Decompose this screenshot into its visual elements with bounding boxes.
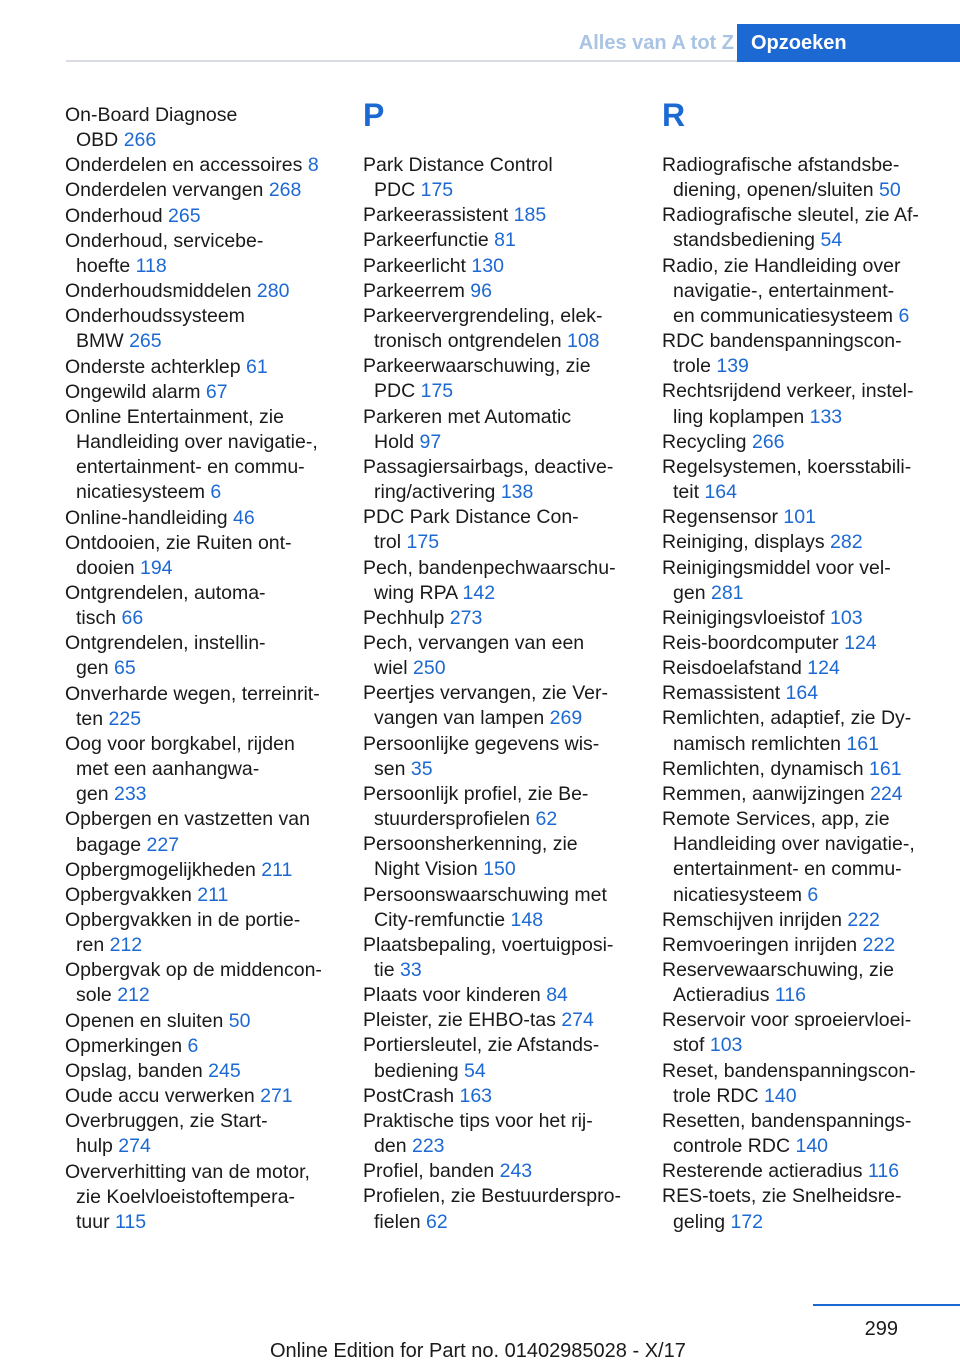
- page-reference-link[interactable]: 172: [730, 1210, 764, 1233]
- index-entry: Opslag, banden 245: [65, 1059, 241, 1082]
- index-entry: Persoonswaarschuwing met City-remfunctie 148: [363, 883, 607, 931]
- page-reference-link[interactable]: 164: [785, 682, 819, 705]
- page-reference-link[interactable]: 139: [716, 355, 749, 378]
- page-reference-link[interactable]: 269: [549, 707, 583, 730]
- index-entry: Online Entertainment, zie Handleiding over navigatie-, entertainment- en commu- nicatiesysteem 6: [65, 405, 318, 504]
- page-reference-link[interactable]: 194: [139, 556, 173, 579]
- index-entry: Persoonlijke gegevens wis- sen 35: [363, 732, 600, 780]
- page-reference-link[interactable]: 8: [307, 154, 319, 177]
- index-entry: Opbergvak op de middencon- sole 212: [65, 959, 322, 1007]
- index-entry: Praktische tips voor het rij- den 223: [363, 1109, 593, 1158]
- index-entry: Onderhoudssysteem BMW 265: [65, 305, 245, 353]
- page-reference-link[interactable]: 54: [464, 1059, 486, 1082]
- index-entry: Onderhoud 265: [65, 204, 201, 227]
- page-reference-link[interactable]: 133: [809, 405, 843, 428]
- page-reference-link[interactable]: 108: [566, 330, 600, 353]
- index-entry: Pech, bandenpechwaarschu- wing RPA 142: [363, 556, 616, 604]
- index-entry: Parkeerwaarschuwing, zie PDC 175: [363, 355, 591, 403]
- index-entry: Reiniging, displays 282: [662, 531, 863, 554]
- page-reference-link[interactable]: 54: [820, 229, 843, 252]
- index-entry: Parkeervergrendeling, elek- tronisch ontgrendelen 108: [363, 304, 603, 353]
- index-entry: Plaats voor kinderen 84: [363, 984, 568, 1007]
- index-entry: Opmerkingen 6: [65, 1034, 199, 1057]
- page-reference-link[interactable]: 281: [710, 581, 744, 604]
- header-tab-opzoeken: Opzoeken: [737, 24, 960, 62]
- page-reference-link[interactable]: 50: [228, 1009, 251, 1032]
- index-letter-heading: P: [363, 97, 385, 133]
- index-entry: Onderdelen vervangen 268: [65, 179, 302, 202]
- index-entry: Parkeerassistent 185: [363, 204, 547, 227]
- page-reference-link[interactable]: 46: [233, 506, 255, 529]
- index-entry: Remlichten, adaptief, zie Dy- namisch remlichten 161: [662, 707, 912, 755]
- page-reference-link[interactable]: 138: [500, 481, 534, 504]
- index-entry: Onderste achterklep 61: [65, 355, 268, 378]
- page-reference-link[interactable]: 282: [830, 531, 863, 554]
- page-reference-link[interactable]: 116: [774, 984, 806, 1007]
- index-entry: Regensensor 101: [662, 506, 816, 529]
- index-entry: Profielen, zie Bestuurderspro- fielen 62: [363, 1185, 621, 1233]
- index-entry: Oververhitting van de motor, zie Koelvloeistoftempera- tuur 115: [65, 1160, 310, 1233]
- index-entry: Onderhoud, servicebe- hoefte 118: [65, 229, 264, 277]
- index-entry: Peertjes vervangen, zie Ver- vangen van lampen 269: [363, 682, 608, 730]
- page-reference-link[interactable]: 245: [208, 1059, 241, 1082]
- page-reference-link[interactable]: 224: [870, 782, 903, 805]
- index-entry: Opbergvakken 211: [65, 883, 229, 906]
- index-entry: RES-toets, zie Snelheidsre- geling 172: [662, 1185, 902, 1233]
- index-entry: Reisdoelafstand 124: [662, 657, 840, 680]
- page-reference-link[interactable]: 140: [795, 1135, 829, 1158]
- page-reference-link[interactable]: 101: [783, 506, 816, 529]
- page-reference-link[interactable]: 222: [847, 908, 880, 931]
- index-entry: Portiersleutel, zie Afstands- bediening 54: [363, 1034, 600, 1082]
- page-reference-link[interactable]: 227: [146, 833, 180, 856]
- page-number: 299: [864, 1318, 898, 1340]
- index-entry: Reis-boordcomputer 124: [662, 631, 877, 654]
- index-entry: Opbergmogelijkheden 211: [65, 858, 293, 881]
- page-reference-link[interactable]: 62: [426, 1210, 448, 1233]
- page-reference-link[interactable]: 65: [113, 657, 136, 680]
- index-entry: PostCrash 163: [363, 1084, 493, 1107]
- index-entry: Remlichten, dynamisch 161: [662, 757, 902, 780]
- index-entry: Profiel, banden 243: [363, 1160, 533, 1183]
- index-entry: Radio, zie Handleiding over navigatie-, entertainment- en communicatiesysteem 6: [662, 254, 910, 327]
- index-entry: Reset, bandenspanningscon- trole RDC 140: [662, 1059, 916, 1107]
- page-reference-link[interactable]: 175: [420, 179, 454, 202]
- index-entry: Reservewaarschuwing, zie Actieradius 116: [662, 959, 894, 1007]
- page-reference-link[interactable]: 61: [246, 355, 268, 378]
- index-entry: Pleister, zie EHBO-tas 274: [363, 1009, 594, 1032]
- page-reference-link[interactable]: 265: [168, 204, 201, 227]
- index-entry: Ontdooien, zie Ruiten ont- dooien 194: [65, 531, 292, 579]
- index-column-2: [363, 97, 638, 1235]
- index-entry: Reservoir voor sproeiervloei- stof 103: [662, 1009, 912, 1057]
- page-reference-link[interactable]: 225: [108, 707, 142, 730]
- index-entry: On-Board Diagnose OBD 266: [65, 104, 238, 152]
- index-entry: Overbruggen, zie Start- hulp 274: [65, 1110, 268, 1158]
- page-reference-link[interactable]: 266: [123, 129, 157, 152]
- index-entry: Resterende actieradius 116: [662, 1160, 900, 1183]
- header-section-title: Alles van A tot Z: [578, 32, 734, 54]
- index-entry: Pech, vervangen van een wiel 250: [363, 631, 585, 680]
- page-reference-link[interactable]: 243: [499, 1160, 533, 1183]
- page-reference-link[interactable]: 185: [513, 204, 547, 227]
- page-reference-link[interactable]: 130: [471, 254, 504, 277]
- index-entry: Ontgrendelen, automa- tisch 66: [65, 581, 266, 630]
- page-reference-link[interactable]: 163: [459, 1084, 493, 1107]
- index-entry: Parkeren met Automatic Hold 97: [363, 405, 572, 453]
- page-reference-link[interactable]: 280: [256, 280, 290, 303]
- page-reference-link[interactable]: 66: [121, 607, 144, 630]
- page-reference-link[interactable]: 273: [449, 606, 483, 629]
- index-entry: Opbergvakken in de portie- ren 212: [65, 909, 301, 957]
- index-entry: Passagiersairbags, deactive- ring/activering 138: [363, 455, 614, 504]
- page-reference-link[interactable]: 161: [846, 732, 879, 755]
- page-reference-link[interactable]: 250: [413, 657, 446, 680]
- page-reference-link[interactable]: 211: [261, 858, 293, 881]
- page-reference-link[interactable]: 115: [115, 1210, 147, 1233]
- page-reference-link[interactable]: 6: [807, 883, 819, 906]
- index-entry: Pechhulp 273: [363, 606, 483, 629]
- index-entry: Reinigingsmiddel voor vel- gen 281: [662, 556, 891, 604]
- page-reference-link[interactable]: 233: [113, 783, 147, 806]
- footer-divider: [813, 1304, 960, 1306]
- page-reference-link[interactable]: 124: [844, 631, 877, 654]
- page-reference-link[interactable]: 6: [187, 1034, 199, 1057]
- index-entry: Ongewild alarm 67: [65, 380, 228, 403]
- index-entry: PDC Park Distance Con- trol 175: [363, 506, 579, 554]
- index-entry: Reinigingsvloeistof 103: [662, 606, 863, 629]
- index-entry: Remote Services, app, zie Handleiding over navigatie-, entertainment- en commu- nicatiesysteem 6: [662, 808, 915, 906]
- page-reference-link[interactable]: 140: [764, 1084, 797, 1107]
- page-reference-link[interactable]: 6: [898, 304, 910, 327]
- page-reference-link[interactable]: 62: [535, 808, 558, 831]
- page-reference-link[interactable]: 142: [462, 581, 496, 604]
- page-reference-link[interactable]: 266: [751, 430, 785, 453]
- page-reference-link[interactable]: 103: [830, 606, 863, 629]
- page-reference-link[interactable]: 124: [807, 657, 840, 680]
- index-entry: Persoonsherkenning, zie Night Vision 150: [363, 833, 578, 881]
- index-entry: Onverharde wegen, terreinrit- ten 225: [65, 682, 320, 730]
- page-reference-link[interactable]: 268: [268, 179, 302, 202]
- page-reference-link[interactable]: 161: [869, 757, 902, 780]
- page-reference-link[interactable]: 175: [406, 531, 440, 554]
- page-reference-link[interactable]: 33: [400, 959, 422, 981]
- page-reference-link[interactable]: 116: [867, 1160, 900, 1183]
- page-reference-link[interactable]: 50: [879, 179, 901, 202]
- page-reference-link[interactable]: 35: [410, 757, 433, 780]
- index-entry: Recycling 266: [662, 430, 785, 453]
- page-reference-link[interactable]: 175: [420, 380, 454, 403]
- page-reference-link[interactable]: 81: [494, 229, 516, 252]
- index-entry: Openen en sluiten 50: [65, 1009, 251, 1032]
- index-entry: Onderdelen en accessoires 8: [65, 154, 319, 177]
- index-entry: RDC bandenspanningscon- trole 139: [662, 330, 902, 378]
- index-entry: Remmen, aanwijzingen 224: [662, 782, 903, 805]
- index-entry: Parkeerfunctie 81: [363, 229, 516, 252]
- page-reference-link[interactable]: 150: [483, 858, 516, 881]
- page-reference-link[interactable]: 212: [109, 934, 143, 957]
- page-reference-link[interactable]: 96: [470, 279, 492, 302]
- index-column-1: [65, 103, 340, 1235]
- page-reference-link[interactable]: 67: [205, 380, 228, 403]
- index-entry: Oude accu verwerken 271: [65, 1085, 293, 1108]
- page-reference-link[interactable]: 222: [862, 933, 896, 956]
- page-reference-link[interactable]: 84: [546, 984, 568, 1007]
- page-reference-link[interactable]: 148: [510, 908, 544, 931]
- index-entry: Regelsystemen, koersstabili- teit 164: [662, 455, 912, 504]
- index-entry: Persoonlijk profiel, zie Be- stuurdersprofielen 62: [363, 782, 589, 831]
- index-entry: Park Distance Control PDC 175: [363, 154, 553, 202]
- index-entry: Onderhoudsmiddelen 280: [65, 280, 290, 303]
- page-reference-link[interactable]: 274: [561, 1009, 594, 1032]
- index-entry: Parkeerlicht 130: [363, 254, 504, 277]
- index-entry: Radiografische sleutel, zie Af- standsbediening 54: [662, 204, 919, 252]
- page-reference-link[interactable]: 211: [197, 883, 229, 906]
- index-entry: Rechtsrijdend verkeer, instel- ling koplampen 133: [662, 380, 914, 428]
- page-reference-link[interactable]: 6: [210, 481, 222, 504]
- index-entry: Resetten, bandenspannings- controle RDC 140: [662, 1109, 912, 1158]
- page-reference-link[interactable]: 212: [117, 984, 150, 1007]
- index-entry: Online-handleiding 46: [65, 506, 255, 529]
- page-reference-link[interactable]: 274: [118, 1135, 151, 1158]
- index-letter-heading: R: [662, 97, 686, 133]
- index-entry: Remassistent 164: [662, 682, 819, 705]
- page-reference-link[interactable]: 97: [419, 430, 442, 453]
- edition-footer: Online Edition for Part no. 01402985028 - X/17: [270, 1340, 686, 1362]
- index-entry: Parkeerrem 96: [363, 279, 492, 302]
- page-reference-link[interactable]: 164: [704, 481, 737, 504]
- index-entry: Oog voor borgkabel, rijden met een aanhangwa- gen 233: [65, 732, 295, 806]
- page-reference-link[interactable]: 271: [260, 1085, 293, 1108]
- page-reference-link[interactable]: 118: [135, 254, 167, 277]
- index-entry: Remvoeringen inrijden 222: [662, 933, 896, 956]
- index-entry: Opbergen en vastzetten van bagage 227: [65, 808, 310, 856]
- page-reference-link[interactable]: 223: [411, 1135, 445, 1158]
- index-entry: Remschijven inrijden 222: [662, 908, 880, 931]
- index-entry: Plaatsbepaling, voertuigposi- tie 33: [363, 933, 614, 981]
- index-entry: Radiografische afstandsbe- diening, openen/sluiten 50: [662, 154, 901, 202]
- index-column-3: [662, 97, 952, 1235]
- page-reference-link[interactable]: 103: [709, 1034, 743, 1057]
- index-entry: Ontgrendelen, instellin- gen 65: [65, 632, 266, 680]
- page-reference-link[interactable]: 265: [129, 330, 162, 353]
